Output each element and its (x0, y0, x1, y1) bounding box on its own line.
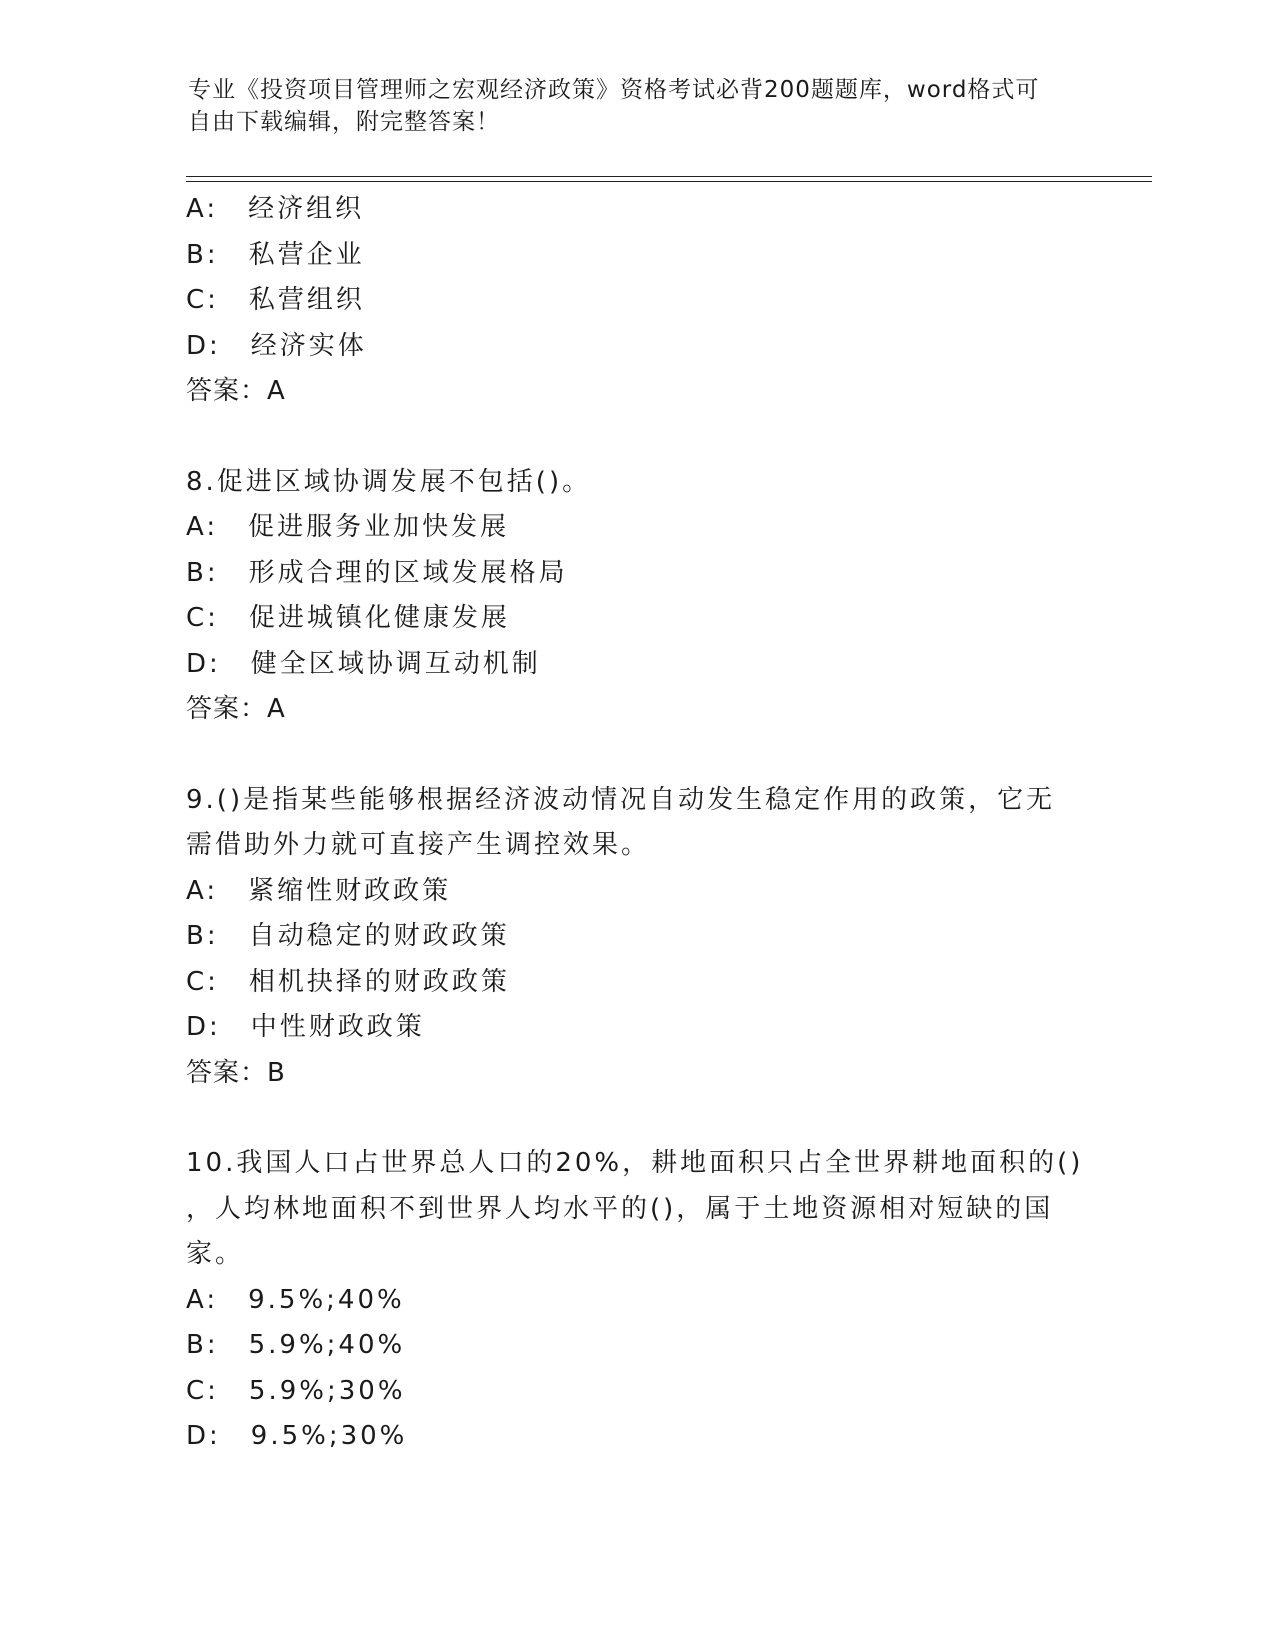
header-divider-top (186, 176, 1152, 177)
header-line-2: 自由下载编辑，附完整答案！ (188, 109, 500, 135)
option-a: A: 促进服务业加快发展 (186, 512, 510, 542)
option-d: D: 健全区域协调互动机制 (186, 648, 541, 679)
option-a: A: 紧缩性财政政策 (186, 875, 452, 906)
question-text: 9.()是指某些能够根据经济波动情况自动发生稳定作用的政策，它无 (186, 784, 1056, 815)
option-d: D: 经济实体 (186, 330, 367, 361)
option-b: B: 私营企业 (186, 239, 365, 270)
option-b: B: 自动稳定的财政政策 (186, 921, 510, 951)
question-8 (186, 460, 1066, 733)
partial-question (186, 187, 1066, 415)
option-c: C: 促进城镇化健康发展 (186, 603, 510, 633)
question-text: 10.我国人口占世界总人口的20%，耕地面积只占全世界耕地面积的() (186, 1148, 1084, 1178)
document-header (188, 74, 1068, 138)
option-a: A: 9.5%;40% (186, 1284, 405, 1315)
question-text: 8.促进区域协调发展不包括()。 (186, 466, 592, 497)
question-text: ，人均林地面积不到世界人均水平的()，属于土地资源相对短缺的国 (186, 1193, 1054, 1224)
header-line-1: 专业《投资项目管理师之宏观经济政策》资格考试必背200题题库，word格式可 (188, 77, 1040, 103)
option-d: D: 9.5%;30% (186, 1421, 408, 1451)
question-text: 家。 (186, 1239, 245, 1269)
option-c: C: 5.9%;30% (186, 1375, 406, 1406)
option-d: D: 中性财政政策 (186, 1012, 425, 1042)
question-9 (186, 778, 1066, 1097)
option-b: B: 5.9%;40% (186, 1330, 406, 1360)
option-a: A: 经济组织 (186, 194, 365, 224)
option-b: B: 形成合理的区域发展格局 (186, 557, 568, 588)
header-divider-bottom (186, 181, 1152, 182)
answer: 答案：A (186, 376, 286, 406)
answer: 答案：A (186, 694, 286, 724)
question-text: 需借助外力就可直接产生调控效果。 (186, 830, 651, 860)
option-c: C: 相机抉择的财政政策 (186, 966, 510, 997)
question-10 (186, 1141, 1084, 1460)
answer: 答案：B (186, 1057, 286, 1088)
option-c: C: 私营组织 (186, 285, 365, 315)
question-list (186, 187, 1084, 1460)
